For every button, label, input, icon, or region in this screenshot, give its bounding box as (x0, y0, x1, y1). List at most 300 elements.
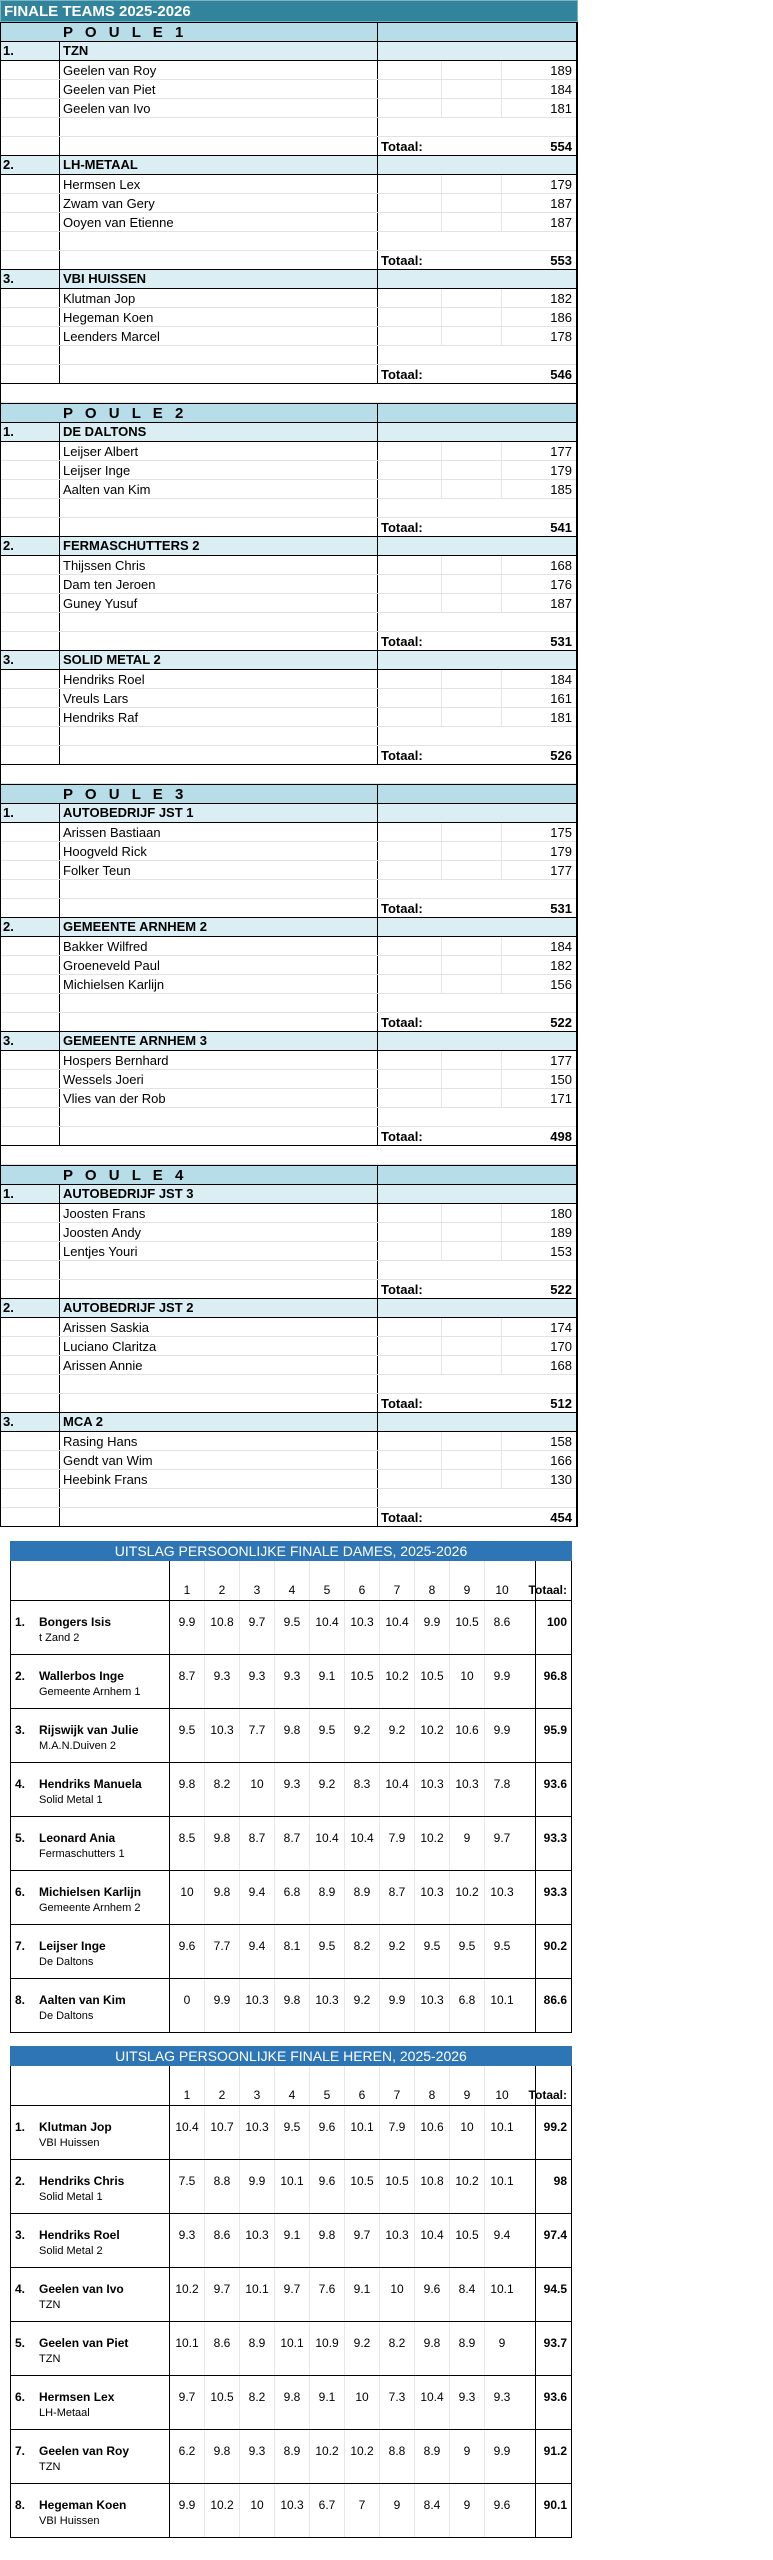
player-score: 189 (550, 63, 572, 78)
team-total-row (1, 1127, 576, 1146)
grid-line (377, 461, 378, 479)
round-score: 9.5 (178, 1723, 196, 1737)
grid-line (377, 975, 378, 993)
round-score: 10.5 (385, 2174, 409, 2188)
grid-line (501, 708, 502, 726)
result-total: 90.1 (543, 2498, 567, 2512)
result-total: 90.2 (543, 1939, 567, 1953)
grid-line (501, 1204, 502, 1222)
team-total: 526 (550, 748, 572, 763)
grid-line (59, 327, 60, 345)
round-score: 8.2 (353, 1939, 371, 1953)
round-score: 7.7 (213, 1939, 231, 1953)
player-name: Michielsen Karlijn (63, 977, 165, 992)
grid-line (59, 1013, 60, 1031)
round-header: 4 (288, 1583, 296, 1597)
grid-line (441, 327, 442, 345)
player-score: 184 (550, 82, 572, 97)
team-rank: 3. (3, 1414, 14, 1429)
grid-line (377, 1337, 378, 1355)
grid-line (59, 632, 60, 650)
grid-line (501, 1451, 502, 1469)
grid-line (59, 365, 60, 383)
result-row (10, 1655, 572, 1709)
grid-line (501, 956, 502, 974)
grid-line (535, 2160, 536, 2213)
round-score: 9.3 (248, 2444, 266, 2458)
round-score: 10.4 (420, 2390, 444, 2404)
player-row (1, 708, 576, 727)
grid-line (377, 1166, 378, 1184)
round-score: 6.8 (458, 1993, 476, 2007)
round-score: 9.5 (318, 1939, 336, 1953)
grid-line (59, 270, 60, 288)
player-row (1, 80, 576, 99)
player-score: 177 (550, 863, 572, 878)
player-row (1, 480, 576, 499)
player-score: 177 (550, 444, 572, 459)
player-name: Klutman Jop (63, 291, 136, 306)
team-total-row (1, 251, 576, 270)
round-score: 8.9 (248, 2336, 266, 2350)
round-score: 9 (498, 2336, 506, 2350)
player-score: 179 (550, 844, 572, 859)
team-total-row (1, 1013, 576, 1032)
round-score: 10.3 (280, 2498, 304, 2512)
grid-line (59, 80, 60, 98)
player-score: 153 (550, 1244, 572, 1259)
grid-line (377, 1127, 378, 1145)
player-score: 168 (550, 558, 572, 573)
result-total: 97.4 (543, 2228, 567, 2242)
team-total-row (1, 518, 576, 537)
grid-line (535, 2268, 536, 2321)
grid-line (239, 1561, 240, 1600)
total-label: Totaal: (381, 901, 423, 916)
team-total: 454 (550, 1510, 572, 1525)
player-name: Leijser Inge (63, 463, 131, 478)
grid-line (377, 1432, 378, 1450)
grid-line (274, 1561, 275, 1600)
round-score: 9.9 (493, 1723, 511, 1737)
shooter-name: Hendriks Manuela (39, 1777, 142, 1791)
round-score: 9.9 (178, 2498, 196, 2512)
grid-line (501, 594, 502, 612)
grid-line (501, 1318, 502, 1336)
round-header: 7 (393, 2088, 401, 2102)
grid-line (377, 308, 378, 326)
round-score: 10.5 (350, 2174, 374, 2188)
round-score: 10.3 (245, 2228, 269, 2242)
grid-line (441, 442, 442, 460)
result-total: 93.3 (543, 1885, 567, 1899)
round-score: 9.1 (318, 2390, 336, 2404)
round-score: 8.1 (283, 1939, 301, 1953)
grid-line (441, 1089, 442, 1107)
grid-line (59, 1375, 60, 1393)
grid-line (377, 99, 378, 117)
round-score: 10.2 (175, 2282, 199, 2296)
grid-line (59, 346, 60, 364)
result-rank: 5. (15, 2336, 26, 2350)
grid-line (501, 975, 502, 993)
total-label: Totaal: (381, 1129, 423, 1144)
round-score: 9.2 (388, 1723, 406, 1737)
spacer-row (1, 1146, 576, 1165)
team-total: 553 (550, 253, 572, 268)
player-score: 161 (550, 691, 572, 706)
empty-row (1, 994, 576, 1013)
grid-line (501, 937, 502, 955)
grid-line (377, 1013, 378, 1031)
total-label: Totaal: (381, 367, 423, 382)
club-name: De Daltons (39, 1956, 94, 1968)
round-score: 8.9 (458, 2336, 476, 2350)
grid-line (441, 1470, 442, 1488)
result-total: 96.8 (543, 1669, 567, 1683)
grid-line (59, 613, 60, 631)
round-score: 9.8 (213, 1885, 231, 1899)
team-row (1, 156, 576, 175)
result-row (10, 1601, 572, 1655)
round-header: 7 (393, 1583, 401, 1597)
team-total: 522 (550, 1015, 572, 1030)
round-score: 9.9 (388, 1993, 406, 2007)
grid-line (441, 956, 442, 974)
empty-row (1, 232, 576, 251)
round-score: 10.3 (350, 1615, 374, 1629)
player-score: 156 (550, 977, 572, 992)
grid-line (377, 499, 378, 517)
player-row (1, 1223, 576, 1242)
team-rank: 1. (3, 424, 14, 439)
grid-line (377, 861, 378, 879)
player-name: Geelen van Piet (63, 82, 156, 97)
round-score: 10.2 (315, 2444, 339, 2458)
player-score: 184 (550, 939, 572, 954)
result-total: 93.6 (543, 2390, 567, 2404)
grid-line (59, 1089, 60, 1107)
poules-container (0, 22, 578, 1527)
player-name: Bakker Wilfred (63, 939, 148, 954)
grid-line (535, 2376, 536, 2429)
team-total: 541 (550, 520, 572, 535)
player-score: 166 (550, 1453, 572, 1468)
grid-line (501, 670, 502, 688)
player-row (1, 1204, 576, 1223)
round-score: 9.7 (353, 2228, 371, 2242)
team-total: 531 (550, 901, 572, 916)
player-name: Joosten Frans (63, 1206, 146, 1221)
result-total: 93.3 (543, 1831, 567, 1845)
round-score: 9.8 (178, 1777, 196, 1791)
player-row (1, 442, 576, 461)
player-name: Rasing Hans (63, 1434, 138, 1449)
player-name: Folker Teun (63, 863, 131, 878)
player-row (1, 975, 576, 994)
grid-line (59, 1051, 60, 1069)
grid-line (441, 99, 442, 117)
grid-line (535, 2322, 536, 2375)
grid-line (377, 156, 378, 174)
round-header: 3 (253, 2088, 261, 2102)
grid-line (535, 1601, 536, 1654)
player-name: Vlies van der Rob (63, 1091, 166, 1106)
player-row (1, 670, 576, 689)
grid-line (449, 1561, 450, 1600)
grid-line (377, 918, 378, 936)
club-name: VBI Huissen (39, 2137, 100, 2149)
grid-line (344, 2066, 345, 2105)
round-score: 9.7 (248, 1615, 266, 1629)
grid-line (59, 442, 60, 460)
grid-line (169, 1561, 170, 1600)
grid-line (59, 480, 60, 498)
team-rank: 3. (3, 271, 14, 286)
round-score: 9 (463, 2444, 471, 2458)
grid-line (501, 480, 502, 498)
player-row (1, 1451, 576, 1470)
round-score: 9.6 (178, 1939, 196, 1953)
shooter-name: Geelen van Ivo (39, 2282, 124, 2296)
team-total: 546 (550, 367, 572, 382)
grid-line (441, 1318, 442, 1336)
player-name: Geelen van Roy (63, 63, 157, 78)
round-score: 9.6 (318, 2174, 336, 2188)
round-score: 9.3 (248, 1669, 266, 1683)
result-row (10, 1979, 572, 2033)
result-rank: 5. (15, 1831, 26, 1845)
result-row (10, 2214, 572, 2268)
player-score: 182 (550, 291, 572, 306)
team-total: 512 (550, 1396, 572, 1411)
grid-line (377, 118, 378, 136)
round-score: 9.3 (283, 1777, 301, 1791)
club-name: TZN (39, 2461, 61, 2473)
grid-line (377, 594, 378, 612)
round-header: 6 (358, 2088, 366, 2102)
player-score: 187 (550, 215, 572, 230)
round-score: 10.1 (490, 2174, 514, 2188)
result-row (10, 1709, 572, 1763)
total-label: Totaal: (381, 1396, 423, 1411)
grid-line (377, 1204, 378, 1222)
grid-line (59, 42, 60, 60)
empty-row (1, 1489, 576, 1508)
grid-line (169, 2066, 170, 2105)
shooter-name: Hermsen Lex (39, 2390, 115, 2404)
player-name: Ooyen van Etienne (63, 215, 174, 230)
grid-line (59, 1261, 60, 1279)
shooter-name: Klutman Jop (39, 2120, 112, 2134)
empty-row (1, 1108, 576, 1127)
grid-line (377, 727, 378, 745)
grid-line (501, 861, 502, 879)
grid-line (501, 575, 502, 593)
grid-line (441, 937, 442, 955)
result-rank: 8. (15, 2498, 26, 2512)
round-score: 10.4 (315, 1615, 339, 1629)
grid-line (484, 2066, 485, 2105)
grid-line (441, 689, 442, 707)
round-score: 8.9 (423, 2444, 441, 2458)
grid-line (377, 80, 378, 98)
team-row (1, 270, 576, 289)
round-score: 9.8 (283, 2390, 301, 2404)
player-name: Heebink Frans (63, 1472, 148, 1487)
grid-line (377, 404, 378, 422)
grid-line (441, 575, 442, 593)
grid-line (441, 480, 442, 498)
round-score: 9.5 (283, 1615, 301, 1629)
club-name: Solid Metal 1 (39, 2191, 103, 2203)
total-header: Totaal: (528, 2088, 567, 2102)
round-score: 9.6 (318, 2120, 336, 2134)
round-score: 8.4 (458, 2282, 476, 2296)
grid-line (377, 632, 378, 650)
grid-line (535, 1925, 536, 1978)
spacer-row (1, 384, 576, 403)
grid-line (59, 1413, 60, 1431)
player-name: Groeneveld Paul (63, 958, 160, 973)
player-name: Arissen Annie (63, 1358, 143, 1373)
result-row (10, 1817, 572, 1871)
player-row (1, 689, 576, 708)
grid-line (377, 327, 378, 345)
player-row (1, 937, 576, 956)
round-score: 9.1 (283, 2228, 301, 2242)
grid-line (441, 308, 442, 326)
player-score: 158 (550, 1434, 572, 1449)
shooter-name: Geelen van Roy (39, 2444, 130, 2458)
grid-line (377, 651, 378, 669)
round-score: 10.4 (350, 1831, 374, 1845)
player-row (1, 842, 576, 861)
team-name: TZN (63, 43, 89, 58)
grid-line (441, 61, 442, 79)
grid-line (449, 2066, 450, 2105)
sheet-title: FINALE TEAMS 2025-2026 (0, 0, 578, 22)
result-total: 99.2 (543, 2120, 567, 2134)
result-total: 94.5 (543, 2282, 567, 2296)
grid-line (59, 1470, 60, 1488)
grid-line (59, 956, 60, 974)
total-label: Totaal: (381, 634, 423, 649)
team-rank: 2. (3, 919, 14, 934)
grid-line (441, 975, 442, 993)
grid-line (377, 937, 378, 955)
club-name: De Daltons (39, 2010, 94, 2022)
team-name: AUTOBEDRIJF JST 3 (63, 1186, 194, 1201)
player-row (1, 289, 576, 308)
shooter-name: Hegeman Koen (39, 2498, 127, 2512)
poule-header (1, 1165, 576, 1185)
grid-line (59, 308, 60, 326)
round-score: 9.8 (283, 1723, 301, 1737)
round-score: 10 (250, 1777, 264, 1791)
round-header: 1 (183, 2088, 191, 2102)
round-score: 10.4 (315, 1831, 339, 1845)
player-name: Hegeman Koen (63, 310, 154, 325)
round-score: 10.1 (280, 2174, 304, 2188)
team-total-row (1, 1508, 576, 1527)
player-row (1, 194, 576, 213)
round-score: 7.7 (248, 1723, 266, 1737)
round-score: 8.2 (213, 1777, 231, 1791)
round-score: 8.7 (178, 1669, 196, 1683)
grid-line (441, 175, 442, 193)
round-score: 10 (460, 1669, 474, 1683)
grid-line (59, 1394, 60, 1412)
shooter-name: Hendriks Roel (39, 2228, 120, 2242)
grid-line (441, 556, 442, 574)
result-total: 86.6 (543, 1993, 567, 2007)
player-name: Lentjes Youri (63, 1244, 138, 1259)
team-rank: 2. (3, 157, 14, 172)
grid-line (377, 1299, 378, 1317)
result-total: 91.2 (543, 2444, 567, 2458)
result-total: 95.9 (543, 1723, 567, 1737)
player-score: 187 (550, 196, 572, 211)
grid-line (344, 1561, 345, 1600)
grid-line (59, 1318, 60, 1336)
grid-line (59, 861, 60, 879)
grid-line (501, 689, 502, 707)
team-row (1, 537, 576, 556)
grid-line (59, 61, 60, 79)
grid-line (204, 2066, 205, 2105)
round-score: 8.9 (318, 1885, 336, 1899)
round-score: 9.9 (493, 2444, 511, 2458)
grid-line (377, 1489, 378, 1507)
club-name: Gemeente Arnhem 2 (39, 1902, 141, 1914)
team-name: AUTOBEDRIJF JST 1 (63, 805, 194, 820)
team-rank: 1. (3, 43, 14, 58)
round-header: 9 (463, 1583, 471, 1597)
grid-line (59, 289, 60, 307)
grid-line (535, 1817, 536, 1870)
round-score: 10.3 (420, 1993, 444, 2007)
grid-line (377, 670, 378, 688)
round-score: 10.6 (455, 1723, 479, 1737)
round-score: 8.2 (248, 2390, 266, 2404)
grid-line (441, 670, 442, 688)
shooter-name: Bongers Isis (39, 1615, 112, 1629)
round-score: 9.3 (458, 2390, 476, 2404)
grid-line (377, 1280, 378, 1298)
round-score: 9.8 (283, 1993, 301, 2007)
grid-line (59, 1508, 60, 1526)
grid-line (535, 1763, 536, 1816)
player-score: 189 (550, 1225, 572, 1240)
player-row (1, 327, 576, 346)
player-row (1, 1070, 576, 1089)
grid-line (501, 1223, 502, 1241)
round-score: 9.3 (283, 1669, 301, 1683)
team-name: LH-METAAL (63, 157, 138, 172)
grid-line (377, 880, 378, 898)
club-name: VBI Huissen (39, 2515, 100, 2527)
round-score: 8.2 (388, 2336, 406, 2350)
player-name: Luciano Claritza (63, 1339, 157, 1354)
grid-line (59, 137, 60, 155)
poule-title: P O U L E 3 (63, 786, 188, 803)
player-row (1, 861, 576, 880)
player-row (1, 175, 576, 194)
grid-line (501, 308, 502, 326)
grid-line (59, 1032, 60, 1050)
round-score: 9.5 (458, 1939, 476, 1953)
